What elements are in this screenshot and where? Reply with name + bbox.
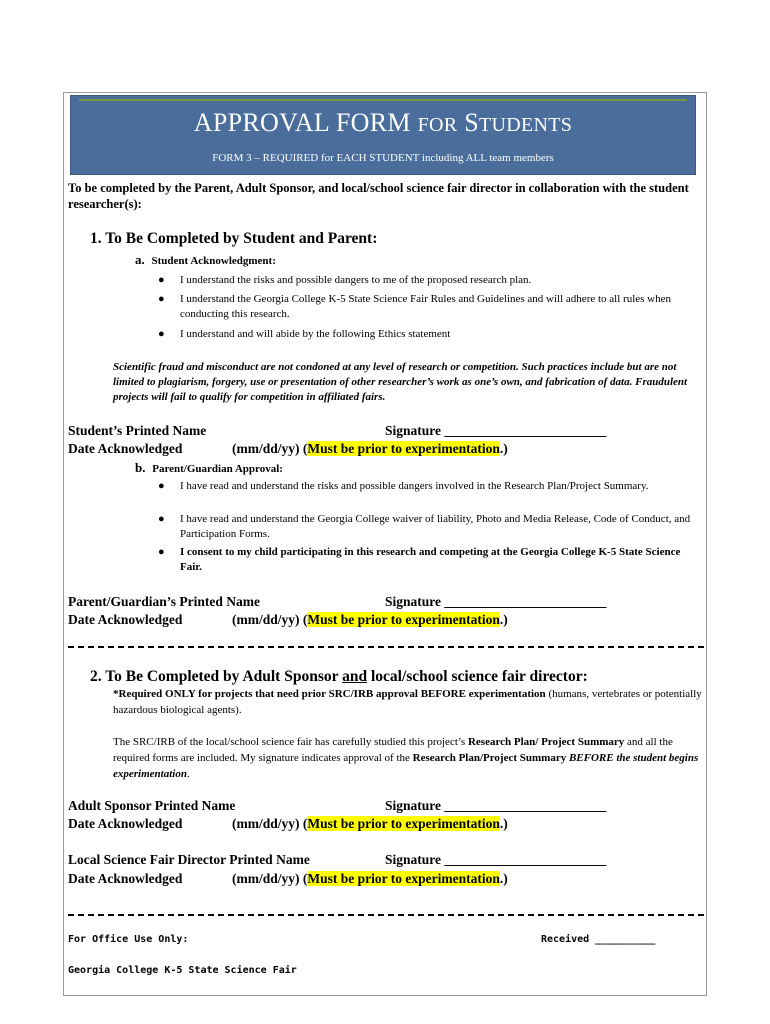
ethics-statement: Scientific fraud and misconduct are not condoned at any level of research or competition. Such practices include but are not limited to plagiarism, forgery, use or presentation of other researcher’s work as one’s own, and fabrication of data. Fraudulent projects will fail to qualify for competition in affiliated fairs. bbox=[113, 361, 688, 403]
student-signature-field[interactable]: Signature ________________________ bbox=[385, 423, 607, 438]
banner-accent-line bbox=[79, 99, 687, 101]
director-date-label: Date Acknowledged bbox=[68, 871, 183, 886]
director-signature-field[interactable]: Signature ________________________ bbox=[385, 852, 607, 867]
director-date-note: (mm/dd/yy) (Must be prior to experimentation.) bbox=[232, 871, 508, 886]
sponsor-name-label: Adult Sponsor Printed Name bbox=[68, 798, 236, 813]
parent-date-label: Date Acknowledged bbox=[68, 612, 183, 627]
form-title: APPROVAL FORM FOR STUDENTS bbox=[193, 108, 573, 137]
part-a-heading: a. Student Acknowledgment: bbox=[135, 252, 276, 267]
part-b-heading: b. Parent/Guardian Approval: bbox=[135, 460, 283, 475]
bullet-icon: ● bbox=[158, 546, 165, 558]
prior-highlight: Must be prior to experimentation bbox=[307, 612, 500, 627]
parent-date-note: (mm/dd/yy) (Must be prior to experimentation.) bbox=[232, 612, 508, 627]
parent-name-label: Parent/Guardian’s Printed Name bbox=[68, 594, 260, 609]
part-b-bullet-1: ● I have read and understand the risks and possible dangers involved in the Research Plan/Project Summary. bbox=[158, 480, 649, 492]
sponsor-date-note: (mm/dd/yy) (Must be prior to experimentation.) bbox=[232, 816, 508, 831]
office-divider bbox=[68, 914, 704, 916]
prior-highlight: Must be prior to experimentation bbox=[307, 871, 500, 886]
section-2-approval-paragraph: The SRC/IRB of the local/school science fair has carefully studied this project’s Research Plan/ Project Summary and all the required forms are included. My signature indicates approval of the Research Plan/Project Summary BEFORE the student begins experimentation. bbox=[113, 736, 699, 780]
student-name-label: Student’s Printed Name bbox=[68, 423, 207, 438]
part-a-bullet-2: ● I understand the Georgia College K-5 State Science Fair Rules and Guidelines and will adhere to all rules when conducting this research. bbox=[158, 293, 671, 320]
director-name-label: Local Science Fair Director Printed Name bbox=[68, 852, 310, 867]
bullet-icon: ● bbox=[158, 480, 165, 492]
part-a-bullet-1: ● I understand the risks and possible dangers to me of the proposed research plan. bbox=[158, 274, 532, 286]
bullet-icon: ● bbox=[158, 513, 165, 525]
student-date-label: Date Acknowledged bbox=[68, 441, 183, 456]
prior-highlight: Must be prior to experimentation bbox=[307, 441, 500, 456]
sponsor-date-label: Date Acknowledged bbox=[68, 816, 183, 831]
section-divider bbox=[68, 646, 704, 648]
parent-signature-field[interactable]: Signature ________________________ bbox=[385, 594, 607, 609]
office-use-label: For Office Use Only: bbox=[68, 934, 189, 945]
part-b-bullet-2: ● I have read and understand the Georgia College waiver of liability, Photo and Media Release, Code of Conduct, and Participation Forms. bbox=[158, 513, 691, 540]
bullet-icon: ● bbox=[158, 293, 165, 305]
section-2-heading: 2. To Be Completed by Adult Sponsor and local/school science fair director: bbox=[90, 668, 588, 685]
student-date-note: (mm/dd/yy) (Must be prior to experimentation.) bbox=[232, 441, 508, 456]
form-subtitle: FORM 3 – REQUIRED for EACH STUDENT including ALL team members bbox=[212, 152, 554, 164]
received-field[interactable]: Received __________ bbox=[541, 934, 656, 945]
form-header-banner bbox=[70, 95, 696, 175]
fair-name: Georgia College K-5 State Science Fair bbox=[68, 965, 297, 976]
bullet-icon: ● bbox=[158, 328, 165, 340]
part-b-bullet-3: ● I consent to my child participating in this research and competing at the Georgia College K-5 State Science Fair. bbox=[158, 546, 681, 573]
prior-highlight: Must be prior to experimentation bbox=[307, 816, 500, 831]
sponsor-signature-field[interactable]: Signature ________________________ bbox=[385, 798, 607, 813]
section-2-requirement: *Required ONLY for projects that need prior SRC/IRB approval BEFORE experimentation (humans, vertebrates or potentially hazardous biological agents). bbox=[113, 688, 702, 716]
bullet-icon: ● bbox=[158, 274, 165, 286]
part-a-bullet-3: ● I understand and will abide by the following Ethics statement bbox=[158, 328, 451, 340]
section-1-heading: 1. To Be Completed by Student and Parent: bbox=[90, 230, 378, 247]
intro-text: To be completed by the Parent, Adult Sponsor, and local/school science fair director in collaboration with the student researcher(s): bbox=[68, 181, 689, 211]
